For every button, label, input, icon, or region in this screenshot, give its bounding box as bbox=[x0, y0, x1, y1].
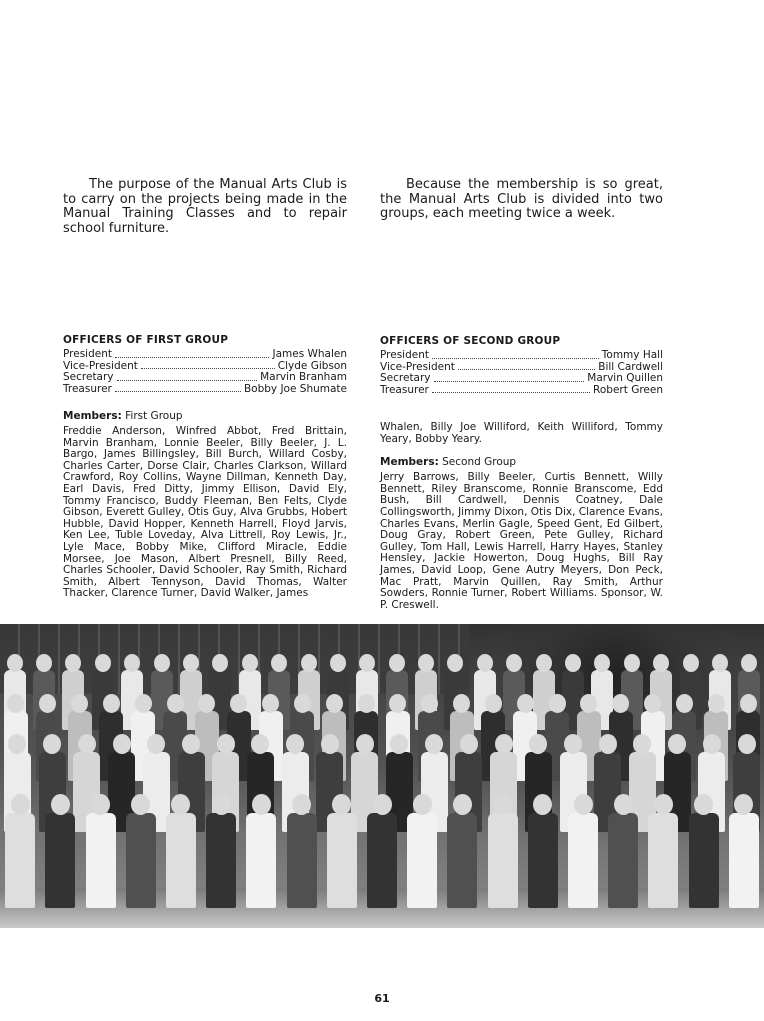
officer-row bbox=[63, 349, 347, 361]
photo-person bbox=[206, 794, 236, 908]
photo-person bbox=[608, 794, 638, 908]
officer-role: Secretary bbox=[63, 371, 114, 383]
officer-row bbox=[63, 384, 347, 396]
photo-person bbox=[488, 794, 518, 908]
first-group-column bbox=[63, 333, 347, 600]
officer-row bbox=[380, 373, 663, 385]
officer-name: Clyde Gibson bbox=[277, 359, 347, 372]
officer-name: James Whalen bbox=[272, 348, 347, 360]
officer-row bbox=[380, 385, 663, 397]
photo-person bbox=[287, 794, 317, 908]
officer-name: Marvin Quillen bbox=[587, 372, 663, 384]
photo-person bbox=[45, 794, 75, 908]
intro-left-text: The purpose of the Manual Arts Club is to carry on the projects being made in the Manual Training Classes and to repair school furniture. bbox=[63, 177, 347, 236]
officer-role: Vice-President bbox=[380, 360, 455, 373]
officer-role: Treasurer bbox=[63, 382, 112, 395]
photo-person bbox=[648, 794, 678, 908]
photo-person bbox=[86, 794, 116, 908]
photo-person bbox=[327, 794, 357, 908]
photo-person bbox=[447, 794, 477, 908]
photo-person bbox=[689, 794, 719, 908]
group-photo bbox=[0, 624, 764, 928]
second-group-column bbox=[380, 334, 663, 611]
first-group-title: OFFICERS OF FIRST GROUP bbox=[63, 334, 229, 346]
officer-role: Vice-President bbox=[63, 359, 138, 372]
photo-person bbox=[246, 794, 276, 908]
photo-person bbox=[166, 794, 196, 908]
photo-person bbox=[407, 794, 437, 908]
officer-row bbox=[380, 350, 663, 362]
officer-name: Marvin Branham bbox=[260, 371, 347, 383]
photo-person bbox=[5, 794, 35, 908]
photo-person bbox=[367, 794, 397, 908]
officer-role: President bbox=[63, 348, 112, 360]
photo-person bbox=[729, 794, 759, 908]
first-members-label bbox=[63, 409, 347, 423]
officer-role: President bbox=[380, 349, 429, 361]
officer-name: Tommy Hall bbox=[601, 349, 663, 361]
officer-name: Bill Cardwell bbox=[598, 360, 663, 373]
members-group-text: Second Group bbox=[442, 456, 517, 469]
second-group-title: OFFICERS OF SECOND GROUP bbox=[380, 335, 561, 347]
intro-right-text: Because the membership is so great, the Manual Arts Club is divided into two groups, each meeting twice a week. bbox=[380, 177, 663, 221]
officer-row bbox=[63, 372, 347, 384]
intro-right bbox=[380, 178, 663, 222]
photo-person bbox=[528, 794, 558, 908]
first-members-continued: Whalen, Billy Joe Williford, Keith Williford, Tommy Yeary, Bobby Yeary. bbox=[380, 421, 663, 445]
first-members-list: Freddie Anderson, Winfred Abbot, Fred Brittain, Marvin Branham, Lonnie Beeler, Billy Beeler, J. L. Bargo, James Billingsley, Bill Burch, Willard Cosby, Charles Carter, Dorse Clair, Charles Clarkson, Willard Crawford, Roy Collins, Wayne Dillman, Kenneth Day, Earl Davis, Fred Ditty, Jimmy Ellison, David Ely, Tommy Francisco, Buddy Fleeman, Ben Felts, Clyde Gibson, Everett Gulley, Otis Guy, Alva Grubbs, Hobert Hubble, David Hopper, Kenneth Harrell, Floyd Jarvis, Ken Lee, Tuble Loveday, Alva Littrell, Roy Lewis, Jr., Lyle Mace, Bobby Mike, Clifford Miracle, Eddie Morsee, Joe Mason, Albert Presnell, Billy Reed, Charles Schooler, David Schooler, Ray Smith, Richard Smith, Albert Tennyson, David Thomas, Walter Thacker, Clarence Turner, David Walker, James bbox=[63, 425, 347, 600]
members-label-text: Members: bbox=[63, 410, 122, 422]
members-group-text: First Group bbox=[125, 410, 183, 422]
members-label-text: Members: bbox=[380, 456, 439, 469]
officer-role: Secretary bbox=[380, 372, 431, 384]
photo-person bbox=[126, 794, 156, 908]
officer-name: Robert Green bbox=[593, 383, 663, 396]
page-number: 61 bbox=[374, 992, 390, 1005]
second-members-label bbox=[380, 455, 663, 469]
photo-person bbox=[568, 794, 598, 908]
intro-left bbox=[63, 178, 347, 236]
officer-role: Treasurer bbox=[380, 383, 429, 396]
second-members-list: Jerry Barrows, Billy Beeler, Curtis Bennett, Willy Bennett, Riley Branscome, Ronnie Branscome, Edd Bush, Bill Cardwell, Dennis Coatney, Dale Collingsworth, Jimmy Dixon, Otis Dix, Clarence Evans, Charles Evans, Merlin Gagle, Speed Gent, Ed Gilbert, Doug Gray, Robert Green, Pete Gulley, Richard Gulley, Tom Hall, Lewis Harrell, Harry Hayes, Stanley Hensley, Jackie Howerton, Doug Hughs, Bill Ray James, David Loop, Gene Autry Meyers, Don Peck, Mac Pratt, Marvin Quillen, Ray Smith, Arthur Sowders, Ronnie Turner, Robert Williams. Sponsor, W. P. Creswell. bbox=[380, 471, 663, 611]
officer-name: Bobby Joe Shumate bbox=[243, 382, 347, 395]
